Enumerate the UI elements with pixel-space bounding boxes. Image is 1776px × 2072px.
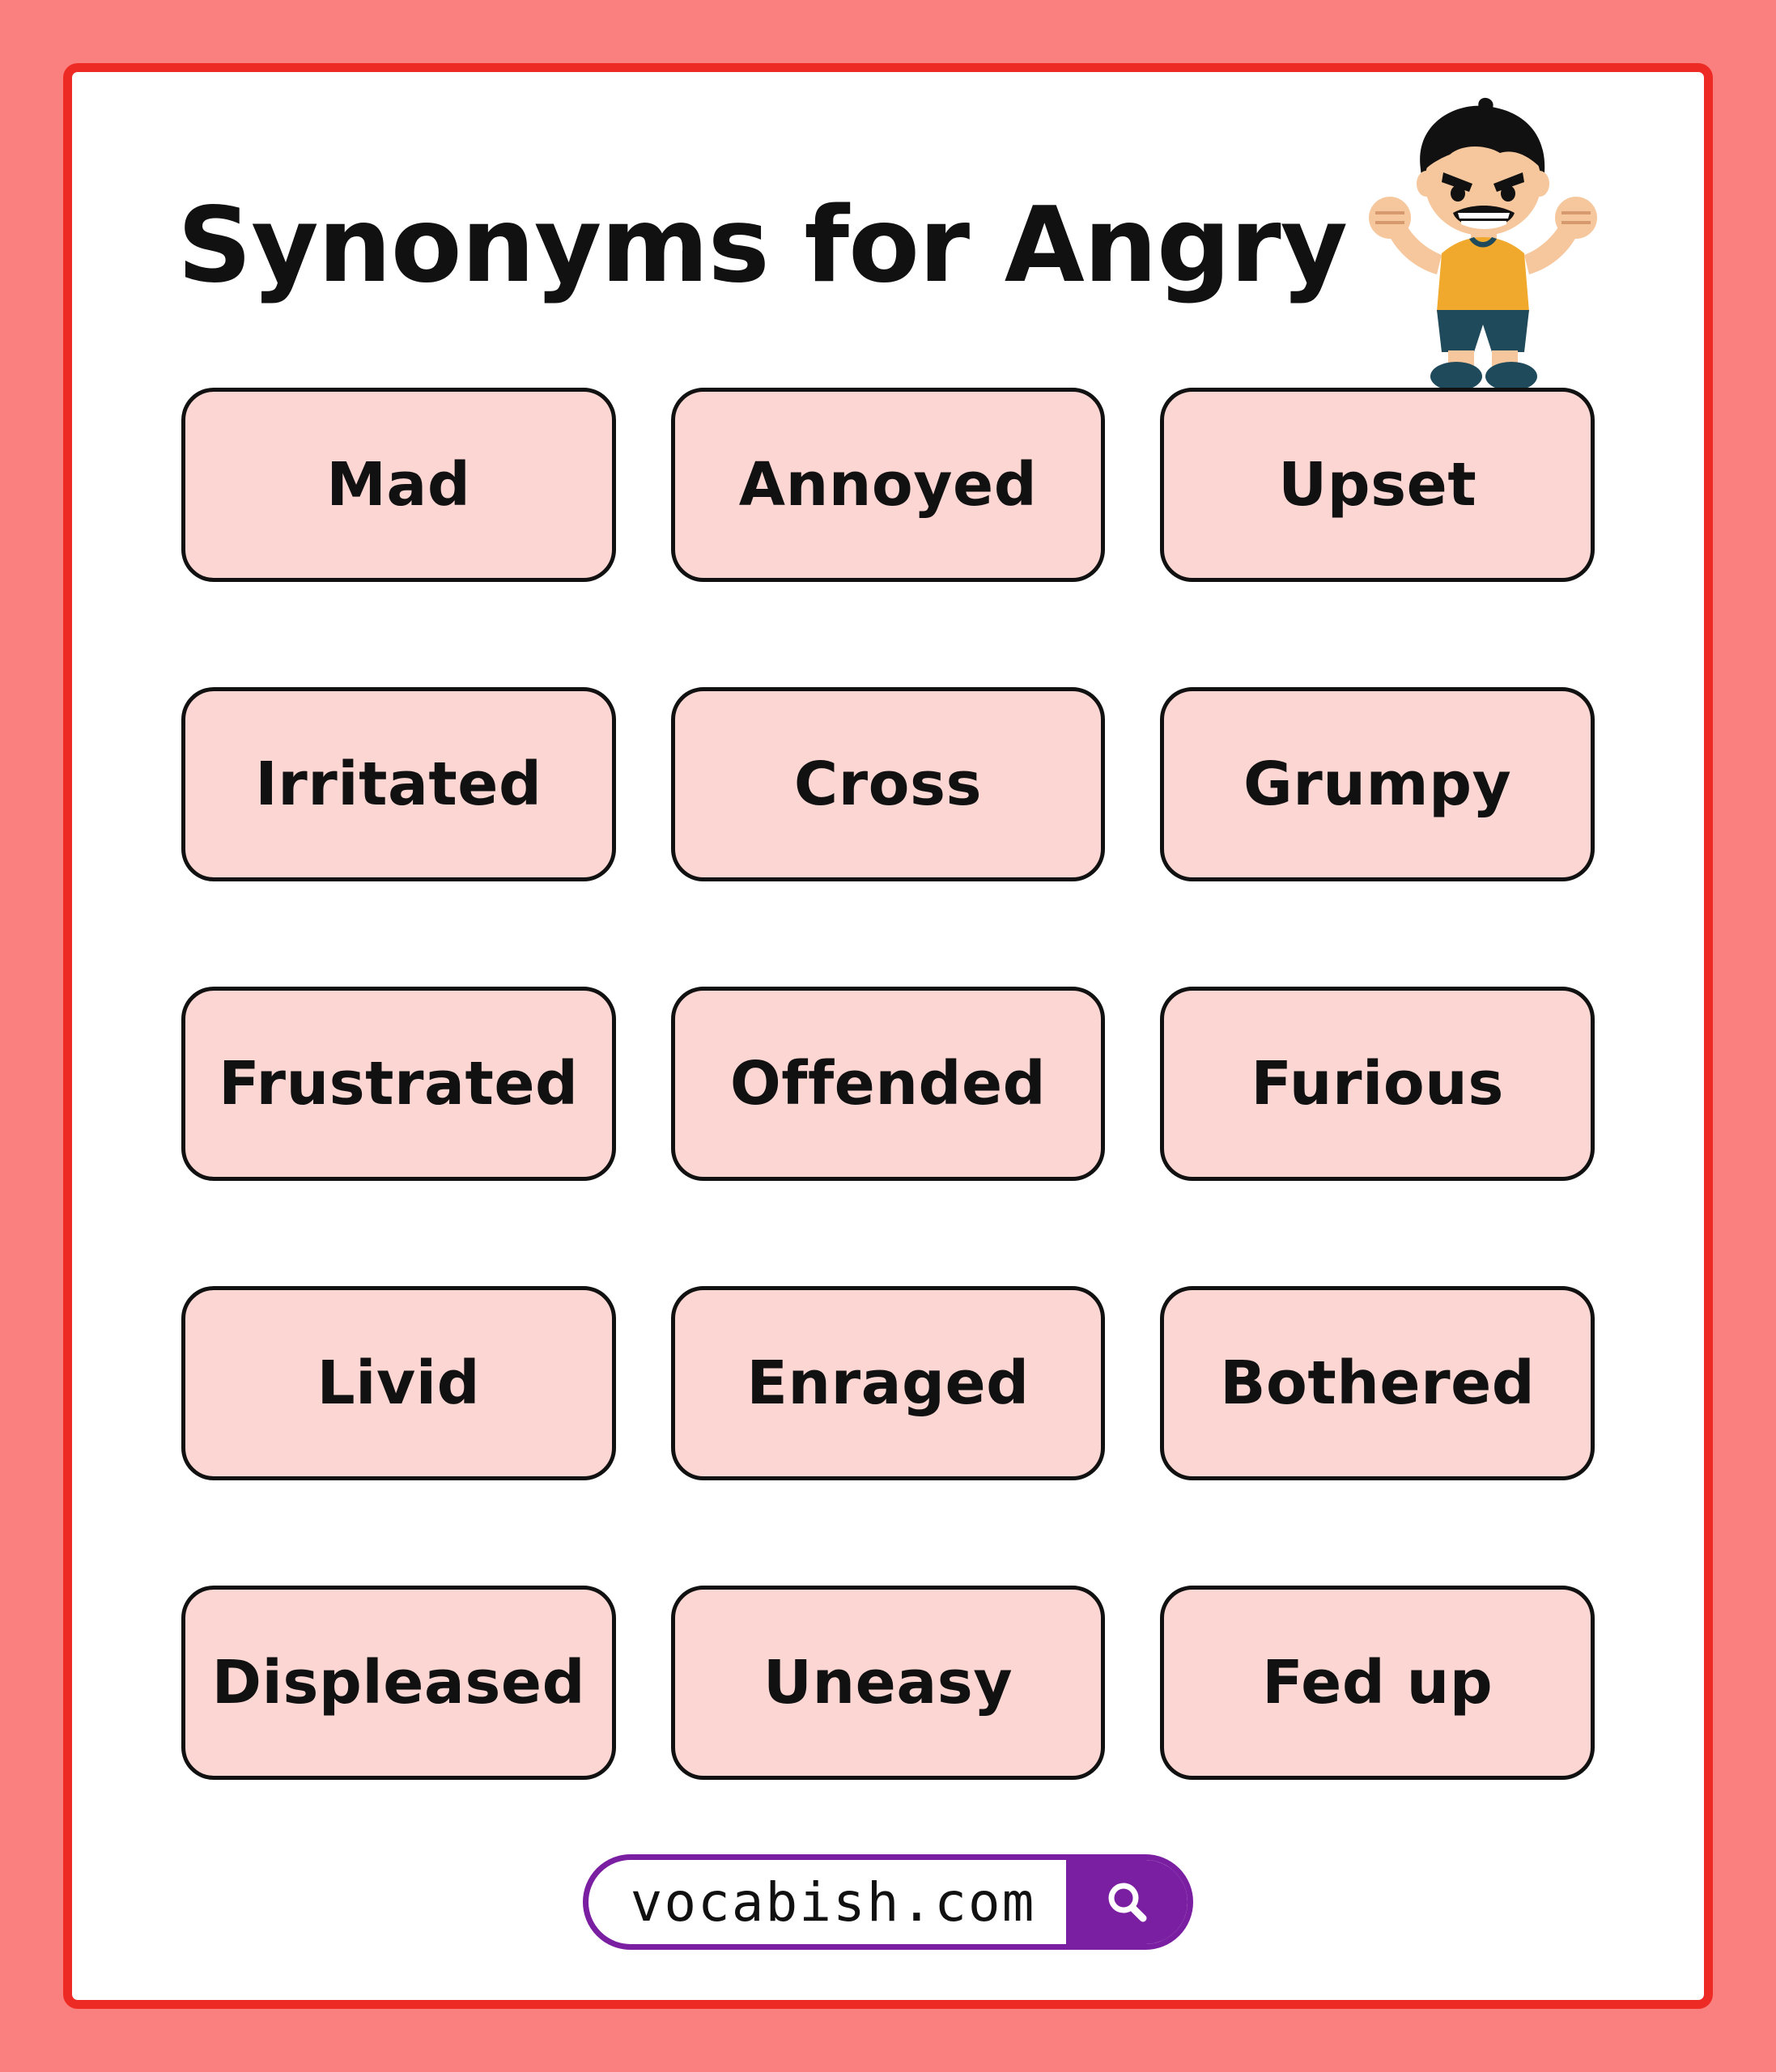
word-label: Cross [793,749,983,819]
poster-footer [72,1854,1704,1950]
brand-badge[interactable] [583,1854,1194,1950]
word-card [181,1586,616,1780]
page-title: Synonyms for Angry [177,185,1348,306]
poster-header [72,72,1704,339]
word-label: Upset [1278,450,1477,520]
word-card [1160,987,1595,1181]
word-card [181,1286,616,1480]
word-label: Livid [317,1348,481,1418]
word-card [1160,388,1595,582]
word-label: Fed up [1262,1648,1493,1717]
word-label: Displeased [211,1648,586,1717]
word-card [1160,687,1595,881]
word-card [1160,1586,1595,1780]
word-card [671,1286,1106,1480]
word-label: Annoyed [738,450,1038,520]
search-icon[interactable] [1066,1860,1188,1944]
word-card [1160,1286,1595,1480]
word-label: Bothered [1220,1348,1536,1418]
word-card [181,687,616,881]
poster [63,63,1713,2009]
word-card [671,987,1106,1181]
word-card [181,987,616,1181]
word-label: Mad [326,450,471,520]
word-label: Enraged [746,1348,1030,1418]
synonym-grid [72,388,1704,1780]
word-card [671,687,1106,881]
brand-label: vocabish.com [630,1870,1036,1934]
word-card [671,388,1106,582]
word-card [181,388,616,582]
word-label: Frustrated [219,1049,579,1119]
word-label: Offended [729,1049,1047,1119]
word-label: Grumpy [1243,749,1512,819]
angry-boy-illustration [1357,95,1608,394]
word-label: Irritated [255,749,542,819]
word-label: Furious [1251,1049,1504,1119]
word-label: Uneasy [763,1648,1013,1717]
word-card [671,1586,1106,1780]
